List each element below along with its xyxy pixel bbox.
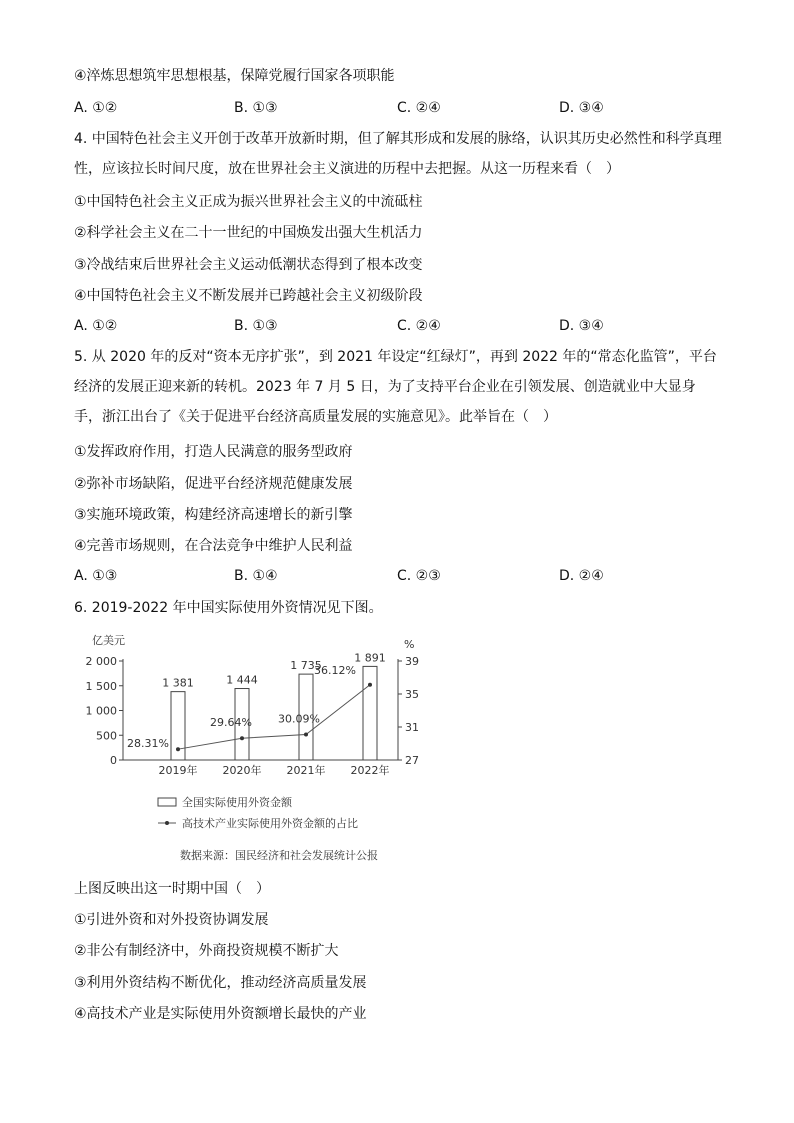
q5-option-b[interactable]: B. ①④ — [234, 568, 278, 584]
q4-options — [74, 318, 714, 336]
q5-item-2: ②弥补市场缺陷，促进平台经济规范健康发展 — [74, 476, 353, 492]
bar-value-label: 1 891 — [354, 651, 386, 665]
bar-value-label: 1 444 — [226, 673, 258, 687]
right-tick-label: 31 — [405, 721, 419, 734]
x-tick-label: 2019年 — [158, 764, 198, 777]
q5-item-1: ①发挥政府作用，打造人民满意的服务型政府 — [74, 444, 353, 460]
right-axis-label: % — [404, 638, 415, 651]
q3-options — [74, 100, 714, 118]
q4-option-d[interactable]: D. ③④ — [559, 318, 604, 334]
left-tick-label: 0 — [110, 754, 117, 767]
q5-option-a[interactable]: A. ①③ — [74, 568, 118, 584]
left-tick-label: 1 500 — [85, 679, 117, 693]
share-point — [240, 736, 244, 740]
q4-stem: 4. 中国特色社会主义开创于改革开放新时期，但了解其形成和发展的脉络，认识其历史必然性和科学真理性，应该拉长时间尺度，放在世界社会主义演进的历程中去把握。从这一历程来看（ ） — [74, 131, 722, 177]
q4-item-3: ③冷战结束后世界社会主义运动低潮状态得到了根本改变 — [74, 257, 423, 273]
legend-line-marker — [165, 821, 169, 825]
share-value-label: 30.09% — [278, 712, 320, 726]
left-tick-label: 2 000 — [85, 655, 117, 668]
q4-option-c[interactable]: C. ②④ — [397, 318, 441, 334]
share-point — [176, 747, 180, 751]
x-tick-label: 2021年 — [286, 764, 326, 777]
right-tick-label: 27 — [405, 754, 419, 767]
bar-value-label: 1 381 — [162, 676, 194, 690]
q4-item-2: ②科学社会主义在二十一世纪的中国焕发出强大生机活力 — [74, 225, 423, 241]
share-point — [368, 683, 372, 687]
q6-stem: 6. 2019-2022 年中国实际使用外资情况见下图。 — [74, 600, 383, 616]
share-point — [304, 733, 308, 737]
q4-option-a[interactable]: A. ①② — [74, 318, 118, 334]
right-tick-label: 39 — [405, 655, 419, 668]
foreign-investment-chart — [74, 628, 434, 868]
q3-option-a[interactable]: A. ①② — [74, 100, 118, 116]
left-tick-label: 500 — [96, 729, 117, 743]
legend-line-label: 高技术产业实际使用外资金额的占比 — [182, 817, 358, 830]
right-tick-label: 35 — [405, 688, 419, 701]
q6-item-2: ②非公有制经济中，外商投资规模不断扩大 — [74, 943, 339, 959]
q4-item-1: ①中国特色社会主义正成为振兴世界社会主义的中流砥柱 — [74, 194, 423, 210]
legend-bar-label: 全国实际使用外资金额 — [182, 796, 292, 809]
share-line — [178, 685, 370, 749]
left-tick-label: 1 000 — [85, 704, 117, 718]
share-value-label: 29.64% — [210, 716, 252, 730]
q6-item-1: ①引进外资和对外投资协调发展 — [74, 912, 269, 928]
q5-item-3: ③实施环境政策，构建经济高速增长的新引擎 — [74, 507, 353, 523]
share-value-label: 28.31% — [127, 737, 169, 751]
share-value-label: 36.12% — [314, 663, 356, 677]
q4-option-b[interactable]: B. ①③ — [234, 318, 278, 334]
q6-item-4: ④高技术产业是实际使用外资额增长最快的产业 — [74, 1006, 367, 1022]
q3-option-c[interactable]: C. ②④ — [397, 100, 441, 116]
bar — [363, 666, 377, 760]
q3-option-b[interactable]: B. ①③ — [234, 100, 278, 116]
q5-stem: 5. 从 2020 年的反对“资本无序扩张”，到 2021 年设定“红绿灯”，再到 2022 年的“常态化监管”，平台经济的发展正迎来新的转机。2023 年 7 月 5 日，为了支持平台企业在引领发展、创造就业中大显身手，浙江出台了《关于促进平台经济高质量发展的实施意见》。此举旨在（ ） — [74, 349, 717, 425]
q5-options — [74, 568, 714, 586]
q4-item-4: ④中国特色社会主义不断发展并已跨越社会主义初级阶段 — [74, 288, 423, 304]
q5-item-4: ④完善市场规则，在合法竞争中维护人民利益 — [74, 538, 353, 554]
q5-option-d[interactable]: D. ②④ — [559, 568, 604, 584]
q6-question: 上图反映出这一时期中国（ ） — [74, 881, 270, 897]
legend-bar-swatch — [158, 798, 176, 806]
q5-option-c[interactable]: C. ②③ — [397, 568, 441, 584]
q3-option-d[interactable]: D. ③④ — [559, 100, 604, 116]
left-axis-label: 亿美元 — [92, 634, 125, 647]
x-tick-label: 2022年 — [350, 764, 390, 777]
q6-item-3: ③利用外资结构不断优化，推动经济高质量发展 — [74, 975, 367, 991]
bar-value-label: 1 735 — [290, 659, 322, 673]
q3-item-4: ④淬炼思想筑牢思想根基，保障党履行国家各项职能 — [74, 68, 395, 84]
chart-source: 数据来源：国民经济和社会发展统计公报 — [180, 849, 378, 862]
x-tick-label: 2020年 — [222, 764, 262, 777]
